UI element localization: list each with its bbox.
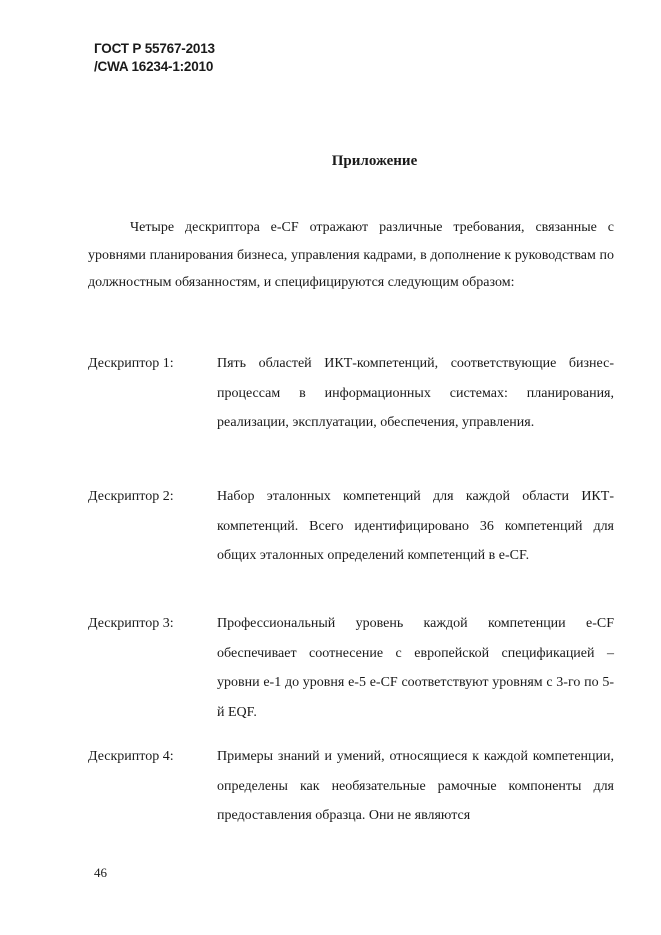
descriptor-text: Примеры знаний и умений, относящиеся к каждой компетенции, определены как необязательные рамочные компоненты для предоставления образца. Они не являются — [217, 749, 614, 823]
cwa-number: /CWA 16234-1:2010 — [94, 59, 214, 74]
intro-paragraph: Четыре дескриптора e-CF отражают различные требования, связанные с уровнями планирования бизнеса, управления кадрами, в дополнение к руководствам по должностным обязанностям, и специфицируются следующим образом: — [88, 220, 614, 290]
page-title: Приложение — [331, 153, 418, 169]
descriptor-label: Дескриптор 1: — [88, 356, 174, 371]
descriptor-text: Набор эталонных компетенций для каждой области ИКТ-компетенций. Всего идентифицировано 36 компетенций для общих эталонных определений компетенций в e-CF. — [217, 489, 614, 563]
descriptor-3 — [88, 609, 614, 727]
descriptor-label: Дескриптор 3: — [88, 616, 174, 631]
descriptor-4 — [88, 742, 614, 831]
descriptor-text: Пять областей ИКТ-компетенций, соответствующие бизнес-процессам в информационных системах: планирования, реализации, эксплуатации, обеспечения, управления. — [217, 356, 614, 430]
descriptor-text: Профессиональный уровень каждой компетенции e-CF обеспечивает соотнесение с европейской спецификацией – уровни e-1 до уровня e-5 e-CF соответствуют уровням с 3-го по 5-й EQF. — [217, 616, 614, 720]
descriptor-label: Дескриптор 4: — [88, 749, 174, 764]
descriptor-label: Дескриптор 2: — [88, 489, 174, 504]
standard-number: ГОСТ Р 55767-2013 — [94, 41, 215, 56]
page-number: 46 — [94, 865, 107, 880]
document-header — [94, 40, 215, 76]
descriptor-1 — [88, 349, 614, 438]
descriptor-2 — [88, 482, 614, 571]
